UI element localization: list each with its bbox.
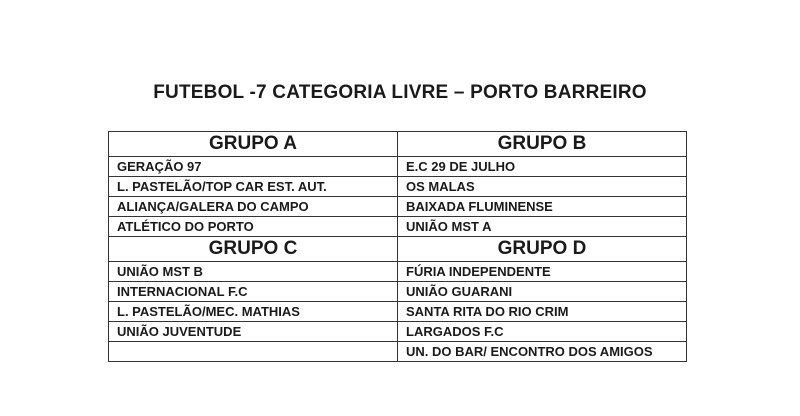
group-d-header: GRUPO D	[398, 237, 687, 262]
team-cell: UN. DO BAR/ ENCONTRO DOS AMIGOS	[398, 342, 687, 362]
table-row	[109, 217, 687, 237]
group-b-header: GRUPO B	[398, 132, 687, 157]
team-cell: UNIÃO MST B	[109, 262, 398, 282]
team-cell: SANTA RITA DO RIO CRIM	[398, 302, 687, 322]
table-row	[109, 262, 687, 282]
team-cell: ALIANÇA/GALERA DO CAMPO	[109, 197, 398, 217]
group-header-row	[109, 132, 687, 157]
table-row	[109, 342, 687, 362]
team-cell: INTERNACIONAL F.C	[109, 282, 398, 302]
team-cell: FÚRIA INDEPENDENTE	[398, 262, 687, 282]
group-c-header: GRUPO C	[109, 237, 398, 262]
table-row	[109, 197, 687, 217]
group-a-header: GRUPO A	[109, 132, 398, 157]
team-cell: UNIÃO MST A	[398, 217, 687, 237]
table-row	[109, 302, 687, 322]
document-title: FUTEBOL -7 CATEGORIA LIVRE – PORTO BARREIRO	[153, 82, 647, 103]
team-cell: BAIXADA FLUMINENSE	[398, 197, 687, 217]
groups-table	[108, 131, 687, 362]
team-cell: UNIÃO GUARANI	[398, 282, 687, 302]
team-cell: L. PASTELÃO/TOP CAR EST. AUT.	[109, 177, 398, 197]
team-cell: E.C 29 DE JULHO	[398, 157, 687, 177]
team-cell: OS MALAS	[398, 177, 687, 197]
group-header-row	[109, 237, 687, 262]
table-row	[109, 157, 687, 177]
team-cell: LARGADOS F.C	[398, 322, 687, 342]
table-row	[109, 177, 687, 197]
team-cell: UNIÃO JUVENTUDE	[109, 322, 398, 342]
table-row	[109, 282, 687, 302]
team-cell: L. PASTELÃO/MEC. MATHIAS	[109, 302, 398, 322]
table-row	[109, 322, 687, 342]
team-cell	[109, 342, 398, 362]
team-cell: GERAÇÃO 97	[109, 157, 398, 177]
team-cell: ATLÉTICO DO PORTO	[109, 217, 398, 237]
